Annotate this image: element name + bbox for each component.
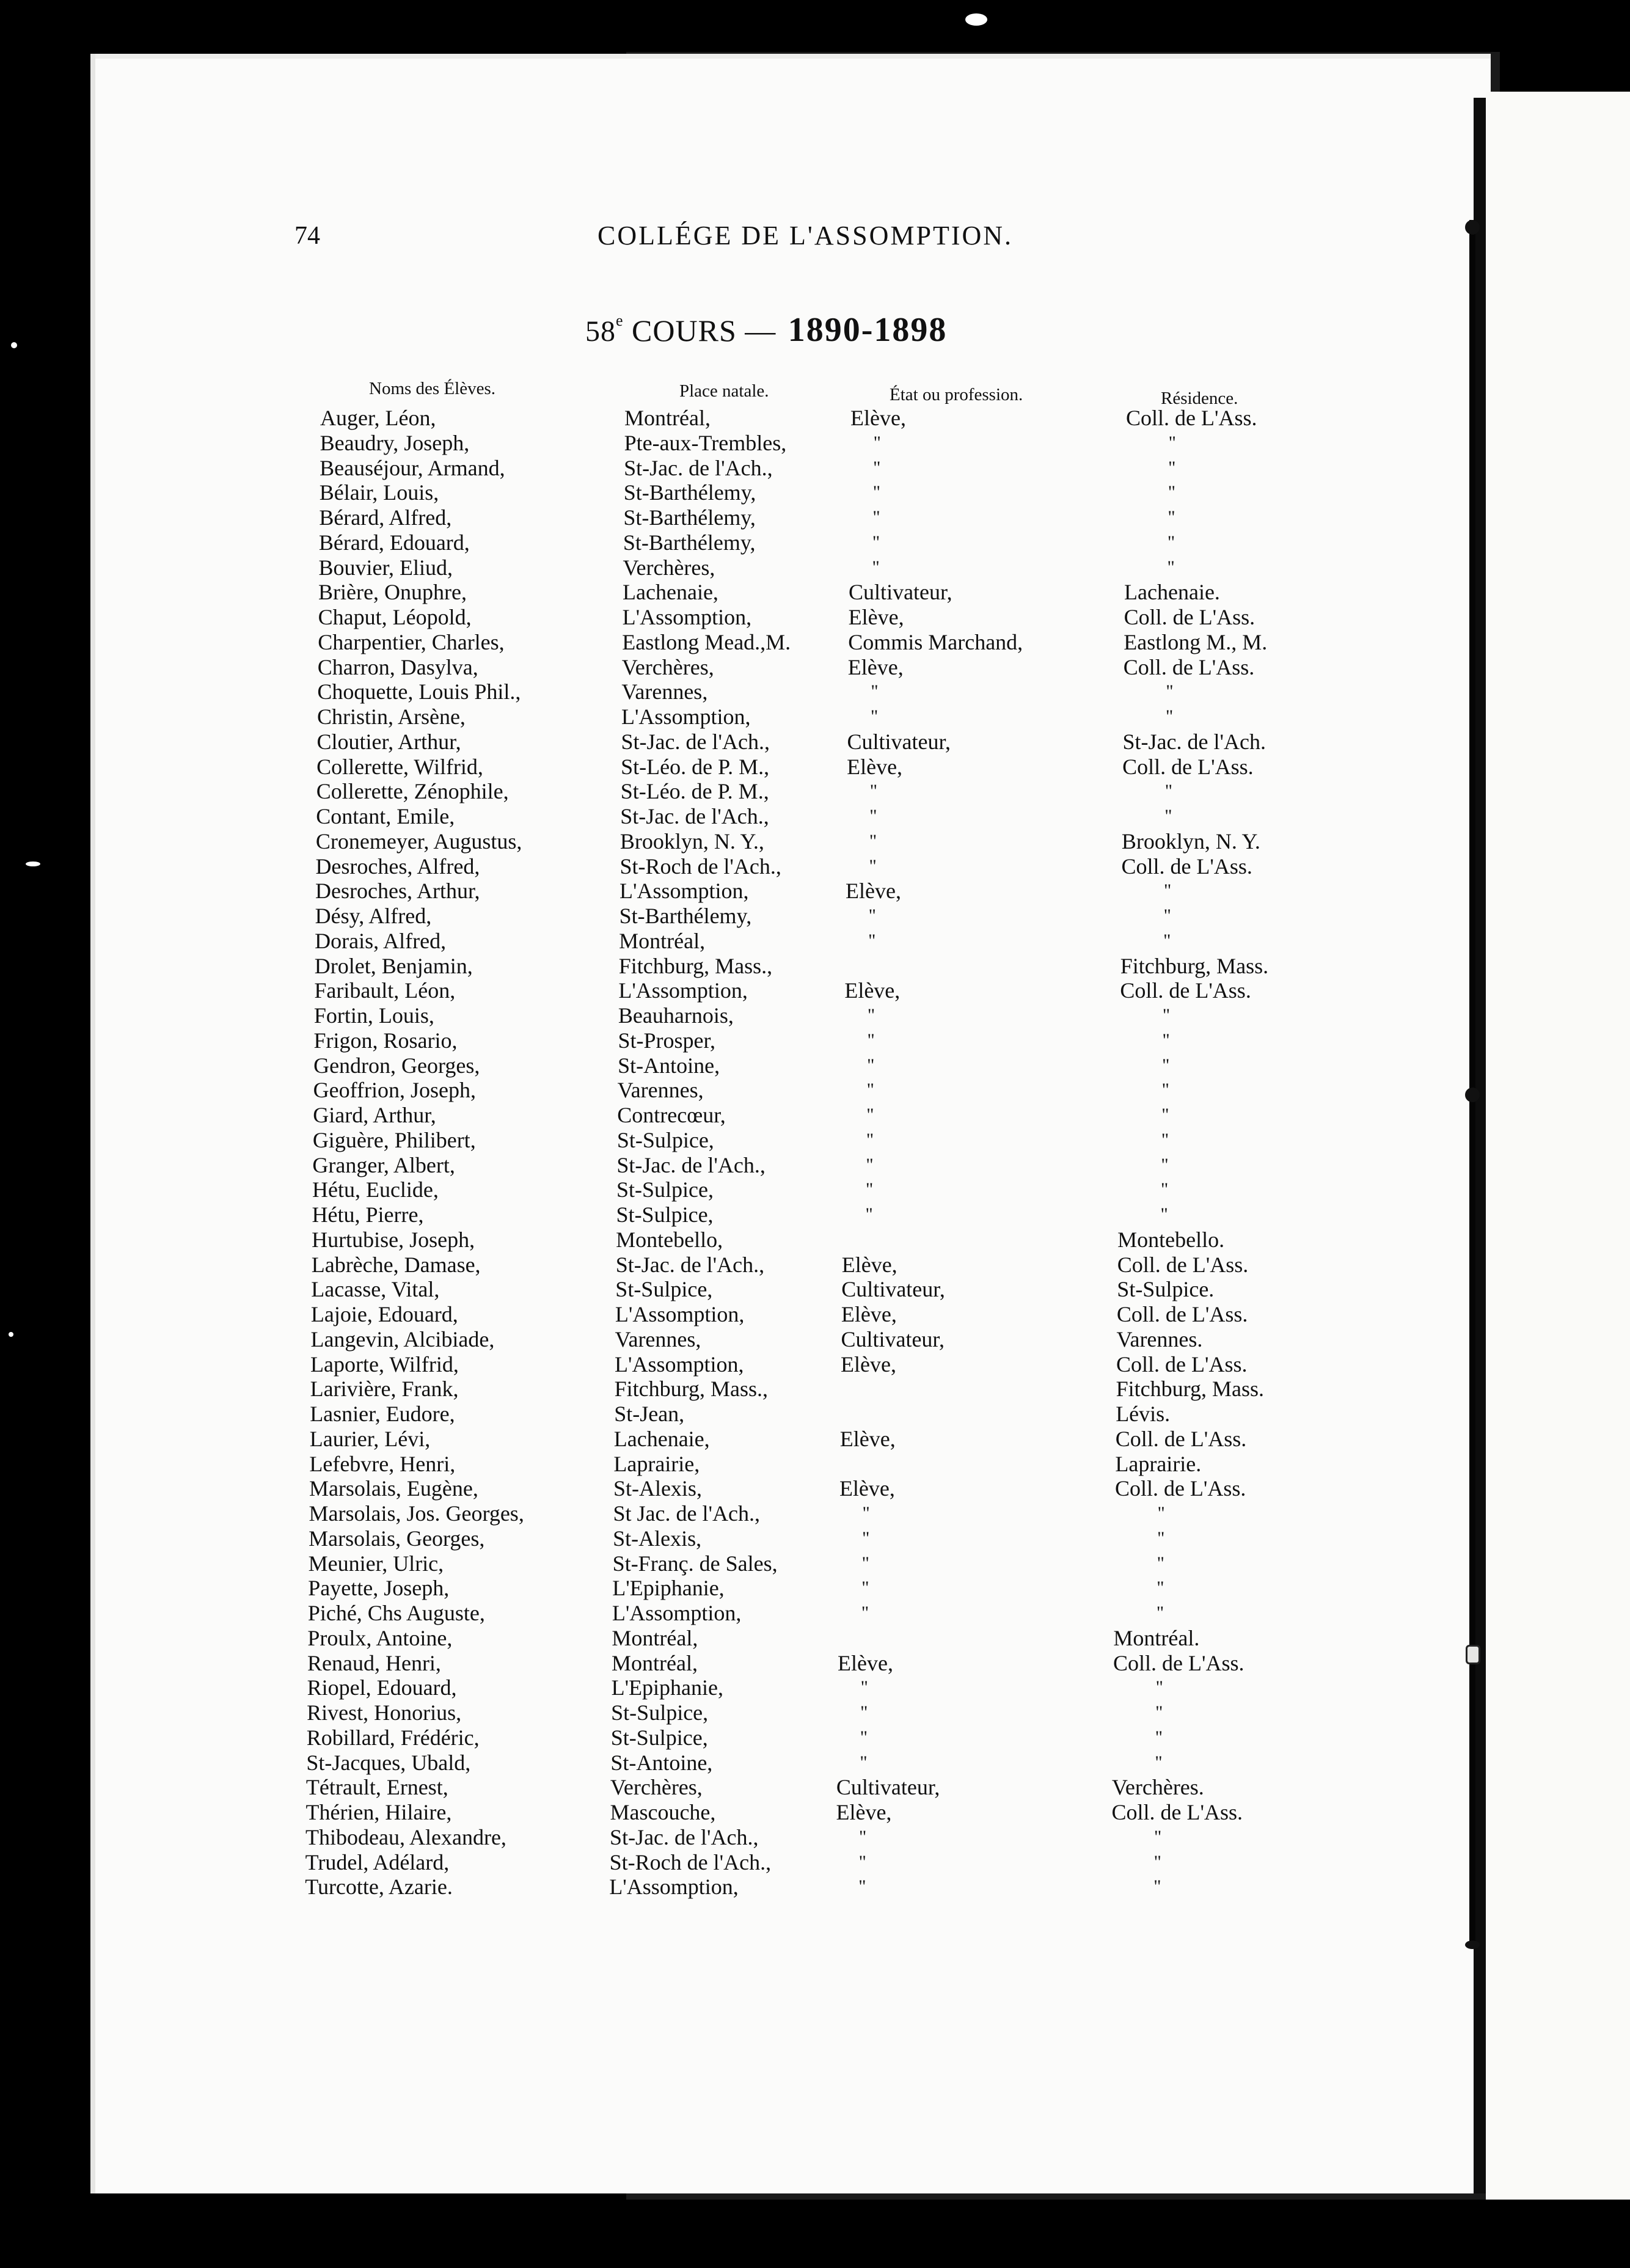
birthplace-cell: Pte-aux-Trembles,: [624, 430, 787, 455]
residence-cell: ": [1165, 706, 1174, 726]
birthplace-cell: Montréal,: [624, 406, 711, 430]
occupation-cell: ": [871, 681, 879, 702]
occupation-cell: ": [859, 1826, 867, 1847]
student-name-cell: Frigon, Rosario,: [313, 1028, 458, 1053]
student-name-cell: Bélair, Louis,: [319, 480, 439, 505]
residence-cell: Coll. de L'Ass.: [1122, 754, 1254, 779]
facing-page-edge: [1486, 92, 1630, 2200]
birthplace-cell: St-Sulpice,: [616, 1177, 714, 1202]
residence-cell: Lachenaie.: [1124, 580, 1220, 605]
student-name-cell: Tétrault, Ernest,: [305, 1775, 448, 1800]
residence-cell: Fitchburg, Mass.: [1120, 953, 1269, 978]
student-name-cell: Robillard, Frédéric,: [306, 1725, 480, 1750]
student-name-cell: Marsolais, Jos. Georges,: [309, 1501, 524, 1526]
residence-cell: Lévis.: [1116, 1402, 1171, 1426]
student-name-cell: Faribault, Léon,: [314, 978, 456, 1003]
residence-cell: ": [1156, 1603, 1164, 1623]
residence-cell: Coll. de L'Ass.: [1116, 1302, 1248, 1326]
section-title: [585, 310, 947, 349]
residence-cell: ": [1161, 1080, 1169, 1100]
residence-cell: ": [1162, 1005, 1171, 1025]
student-name-cell: Gendron, Georges,: [313, 1053, 480, 1078]
running-head: COLLÉGE DE L'ASSOMPTION.: [598, 221, 1014, 251]
student-name-cell: Larivière, Frank,: [310, 1377, 459, 1402]
birthplace-cell: St-Jean,: [614, 1402, 685, 1426]
birthplace-cell: St-Jac. de l'Ach.,: [615, 1252, 765, 1277]
birthplace-cell: Verchères,: [623, 555, 715, 580]
occupation-cell: ": [870, 706, 879, 726]
occupation-cell: ": [866, 1154, 874, 1175]
residence-cell: Coll. de L'Ass.: [1114, 1476, 1246, 1501]
student-name-cell: Lajoie, Edouard,: [310, 1302, 458, 1326]
student-name-cell: Giard, Arthur,: [313, 1103, 436, 1127]
course-word: COURS —: [632, 313, 777, 348]
birthplace-cell: Beauharnois,: [618, 1003, 734, 1028]
student-name-cell: Fortin, Louis,: [313, 1003, 434, 1028]
residence-cell: St-Jac. de l'Ach.: [1122, 729, 1266, 754]
occupation-cell: ": [869, 855, 877, 876]
occupation-cell: Elève,: [841, 1252, 897, 1277]
occupation-cell: ": [860, 1677, 868, 1698]
occupation-cell: Elève,: [839, 1476, 895, 1501]
birthplace-cell: Verchères,: [610, 1775, 703, 1800]
birthplace-cell: Montréal,: [612, 1650, 698, 1675]
occupation-cell: Elève,: [850, 406, 906, 430]
residence-cell: ": [1155, 1727, 1163, 1747]
occupation-cell: ": [866, 1080, 874, 1100]
residence-cell: ": [1157, 1527, 1165, 1548]
student-name-cell: Désy, Alfred,: [315, 904, 432, 928]
birthplace-cell: L'Assomption,: [612, 1601, 742, 1625]
birthplace-cell: Fitchburg, Mass.,: [618, 953, 773, 978]
student-name-cell: Geoffrion, Joseph,: [313, 1078, 476, 1103]
birthplace-cell: St-Antoine,: [618, 1053, 720, 1078]
student-name-cell: Lasnier, Eudore,: [310, 1402, 455, 1426]
residence-cell: ": [1168, 457, 1176, 478]
birthplace-cell: Fitchburg, Mass.,: [614, 1377, 768, 1402]
occupation-cell: Elève,: [841, 1352, 896, 1377]
student-name-cell: Thibodeau, Alexandre,: [305, 1824, 506, 1849]
student-name-cell: Bérard, Edouard,: [318, 530, 470, 555]
residence-cell: Fitchburg, Mass.: [1116, 1377, 1264, 1402]
residence-cell: ": [1157, 1578, 1164, 1598]
birthplace-cell: St Jac. de l'Ach.,: [613, 1501, 760, 1526]
occupation-cell: ": [873, 432, 881, 453]
residence-cell: ": [1163, 905, 1171, 926]
occupation-cell: ": [873, 457, 881, 478]
student-name-cell: Trudel, Adélard,: [305, 1849, 450, 1875]
residence-cell: ": [1161, 1129, 1169, 1150]
birthplace-cell: St-Sulpice,: [616, 1127, 714, 1152]
occupation-cell: Cultivateur,: [847, 729, 951, 754]
course-number: 58e: [585, 312, 624, 348]
residence-cell: ": [1153, 1851, 1161, 1872]
birthplace-cell: St-Barthélemy,: [623, 505, 756, 530]
occupation-cell: ": [867, 1055, 875, 1075]
birthplace-cell: St-Franç. de Sales,: [612, 1551, 778, 1576]
birthplace-cell: Montréal,: [619, 928, 706, 953]
occupation-cell: Cultivateur,: [841, 1326, 945, 1352]
birthplace-cell: St-Alexis,: [613, 1476, 702, 1501]
residence-cell: Coll. de L'Ass.: [1111, 1800, 1243, 1824]
student-name-cell: Turcotte, Azarie.: [305, 1875, 453, 1900]
residence-cell: ": [1162, 1030, 1170, 1050]
birthplace-cell: Lachenaie,: [613, 1426, 710, 1451]
binding-knot: [1465, 220, 1480, 235]
birthplace-cell: St-Léo. de P. M.,: [621, 754, 770, 779]
birthplace-cell: L'Assomption,: [619, 879, 749, 904]
binding-thread: [1469, 220, 1475, 1943]
student-name-cell: Dorais, Alfred,: [315, 928, 447, 953]
residence-cell: ": [1166, 681, 1174, 702]
scan-speck: [26, 861, 40, 866]
student-name-cell: Cloutier, Arthur,: [316, 729, 461, 754]
student-name-cell: Renaud, Henri,: [307, 1650, 441, 1675]
residence-cell: ": [1160, 1179, 1169, 1200]
birthplace-cell: St-Alexis,: [613, 1526, 702, 1551]
birthplace-cell: L'Assomption,: [609, 1875, 739, 1900]
birthplace-cell: L'Assomption,: [618, 978, 748, 1003]
occupation-cell: Elève,: [847, 754, 903, 779]
student-name-cell: Lacasse, Vital,: [311, 1277, 440, 1302]
residence-cell: St-Sulpice.: [1117, 1277, 1215, 1302]
student-name-cell: Auger, Léon,: [320, 406, 436, 430]
birthplace-cell: St-Sulpice,: [610, 1725, 708, 1750]
occupation-cell: ": [872, 532, 880, 552]
residence-cell: ": [1167, 532, 1175, 552]
birthplace-cell: Varennes,: [615, 1326, 701, 1352]
student-name-cell: Rivest, Honorius,: [307, 1700, 462, 1725]
occupation-cell: Elève,: [844, 978, 901, 1003]
residence-cell: ": [1168, 482, 1175, 503]
birthplace-cell: Contrecœur,: [617, 1103, 726, 1127]
scan-speck: [11, 342, 17, 348]
course-years: 1890-1898: [788, 311, 948, 349]
occupation-cell: ": [872, 557, 880, 577]
residence-cell: ": [1155, 1702, 1163, 1722]
occupation-cell: ": [866, 1129, 874, 1150]
binding-knot: [1465, 1088, 1480, 1102]
birthplace-cell: St-Barthélemy,: [623, 480, 756, 505]
page-gutter: [1474, 98, 1487, 2193]
residence-cell: ": [1161, 1154, 1169, 1175]
birthplace-cell: St-Roch de l'Ach.,: [619, 854, 781, 879]
student-name-cell: Laurier, Lévi,: [309, 1426, 431, 1451]
student-name-cell: Drolet, Benjamin,: [314, 953, 473, 978]
student-name-cell: Bérard, Alfred,: [319, 505, 452, 530]
residence-cell: Montebello.: [1117, 1227, 1225, 1252]
col-header-place: Place natale.: [679, 381, 769, 401]
occupation-cell: Elève,: [847, 654, 904, 679]
occupation-cell: Elève,: [839, 1426, 896, 1451]
occupation-cell: ": [872, 507, 880, 527]
birthplace-cell: St-Jac. de l'Ach.,: [616, 1152, 766, 1177]
student-name-cell: Giguère, Philibert,: [312, 1127, 476, 1152]
residence-cell: Varennes.: [1116, 1326, 1203, 1352]
birthplace-cell: St-Léo. de P. M.,: [620, 779, 769, 804]
birthplace-cell: Montréal,: [612, 1625, 698, 1650]
occupation-cell: ": [867, 1005, 875, 1025]
birthplace-cell: L'Epiphanie,: [611, 1675, 724, 1700]
col-header-etat: État ou profession.: [890, 385, 1023, 404]
student-name-cell: Labrèche, Damase,: [311, 1252, 481, 1277]
residence-cell: ": [1168, 507, 1175, 527]
student-name-cell: Laporte, Wilfrid,: [310, 1352, 459, 1377]
occupation-cell: ": [865, 1179, 874, 1200]
scan-speck: [9, 1332, 13, 1337]
birthplace-cell: Montebello,: [616, 1227, 723, 1252]
birthplace-cell: St-Jac. de l'Ach.,: [624, 455, 773, 480]
student-name-cell: Hétu, Euclide,: [312, 1177, 439, 1202]
student-name-cell: Marsolais, Georges,: [309, 1526, 485, 1551]
residence-cell: ": [1164, 806, 1172, 826]
birthplace-cell: Varennes,: [617, 1078, 704, 1103]
occupation-cell: ": [858, 1876, 866, 1897]
binding-knot: [1465, 1941, 1480, 1949]
birthplace-cell: Eastlong Mead.,M.: [622, 629, 791, 654]
occupation-cell: ": [862, 1503, 870, 1523]
residence-cell: ": [1160, 1204, 1168, 1224]
occupation-cell: ": [861, 1578, 869, 1598]
student-name-cell: Contant, Emile,: [316, 804, 455, 829]
birthplace-cell: L'Assomption,: [615, 1352, 744, 1377]
residence-cell: ": [1153, 1876, 1161, 1897]
student-name-cell: Piché, Chs Auguste,: [307, 1601, 485, 1625]
birthplace-cell: St-Prosper,: [618, 1028, 716, 1053]
residence-cell: Laprairie.: [1115, 1451, 1202, 1476]
student-name-cell: Beaudry, Joseph,: [320, 430, 470, 455]
residence-cell: Coll. de L'Ass.: [1116, 1352, 1248, 1377]
residence-cell: Coll. de L'Ass.: [1124, 605, 1255, 629]
residence-cell: ": [1155, 1677, 1163, 1698]
student-name-cell: Collerette, Wilfrid,: [316, 754, 483, 779]
student-name-cell: Beauséjour, Armand,: [320, 455, 505, 480]
occupation-cell: ": [869, 830, 877, 851]
student-name-cell: Hétu, Pierre,: [312, 1202, 424, 1227]
residence-cell: ": [1157, 1503, 1165, 1523]
occupation-cell: ": [861, 1553, 869, 1573]
occupation-cell: ": [860, 1727, 868, 1747]
birthplace-cell: St-Jac. de l'Ach.,: [610, 1824, 759, 1849]
birthplace-cell: Lachenaie,: [623, 580, 718, 605]
student-name-cell: Marsolais, Eugène,: [309, 1476, 478, 1501]
residence-cell: ": [1167, 557, 1175, 577]
birthplace-cell: St-Roch de l'Ach.,: [609, 1849, 772, 1875]
residence-cell: ": [1163, 930, 1171, 951]
birthplace-cell: L'Assomption,: [621, 704, 751, 729]
occupation-cell: Commis Marchand,: [848, 629, 1023, 654]
col-header-name: Noms des Élèves.: [369, 379, 495, 398]
occupation-cell: Elève,: [848, 605, 904, 629]
birthplace-cell: Varennes,: [621, 679, 708, 704]
scan-speck: [965, 13, 987, 26]
residence-cell: Coll. de L'Ass.: [1120, 978, 1251, 1003]
residence-cell: Coll. de L'Ass.: [1121, 854, 1252, 879]
student-name-cell: Granger, Albert,: [312, 1152, 455, 1177]
residence-cell: Coll. de L'Ass.: [1113, 1650, 1244, 1675]
student-name-cell: Meunier, Ulric,: [308, 1551, 444, 1576]
student-name-cell: Desroches, Arthur,: [315, 879, 480, 904]
student-name-cell: Proulx, Antoine,: [307, 1625, 453, 1650]
occupation-cell: Elève,: [838, 1650, 893, 1675]
student-name-cell: Payette, Joseph,: [308, 1576, 450, 1601]
residence-cell: ": [1162, 1055, 1170, 1075]
occupation-cell: ": [860, 1752, 868, 1772]
occupation-cell: ": [861, 1603, 869, 1623]
residence-cell: ": [1168, 432, 1176, 453]
occupation-cell: ": [869, 806, 877, 826]
occupation-cell: Elève,: [836, 1800, 892, 1824]
student-name-cell: St-Jacques, Ubald,: [306, 1750, 471, 1775]
occupation-cell: Elève,: [846, 879, 901, 904]
occupation-cell: ": [866, 1105, 874, 1125]
residence-cell: Verchères.: [1111, 1775, 1204, 1800]
birthplace-cell: St-Sulpice,: [616, 1202, 714, 1227]
occupation-cell: ": [862, 1527, 870, 1548]
residence-cell: Coll. de L'Ass.: [1115, 1426, 1247, 1451]
student-name-cell: Brière, Onuphre,: [318, 580, 467, 605]
residence-cell: ": [1157, 1553, 1164, 1573]
residence-cell: Eastlong M., M.: [1124, 629, 1268, 654]
birthplace-cell: Brooklyn, N. Y.,: [619, 829, 764, 854]
residence-cell: Coll. de L'Ass.: [1126, 406, 1257, 430]
birthplace-cell: St-Jac. de l'Ach.,: [621, 729, 770, 754]
residence-cell: Brooklyn, N. Y.: [1121, 829, 1260, 854]
birthplace-cell: Mascouche,: [610, 1800, 716, 1824]
residence-cell: ": [1154, 1826, 1162, 1847]
occupation-cell: ": [867, 1030, 875, 1050]
birthplace-cell: St-Sulpice,: [615, 1277, 713, 1302]
occupation-cell: Cultivateur,: [849, 580, 952, 605]
occupation-cell: ": [865, 1204, 873, 1224]
student-name-cell: Chaput, Léopold,: [318, 605, 472, 629]
student-name-cell: Charron, Dasylva,: [317, 654, 478, 679]
occupation-cell: ": [868, 905, 876, 926]
student-name-cell: Thérien, Hilaire,: [305, 1800, 452, 1824]
birthplace-cell: St-Antoine,: [610, 1750, 713, 1775]
occupation-cell: ": [869, 781, 877, 802]
occupation-cell: ": [872, 482, 880, 503]
birthplace-cell: St-Barthélemy,: [619, 904, 752, 928]
birthplace-cell: L'Epiphanie,: [612, 1576, 725, 1601]
occupation-cell: ": [858, 1851, 866, 1872]
student-name-cell: Bouvier, Eliud,: [318, 555, 453, 580]
residence-cell: ": [1164, 880, 1172, 901]
student-name-cell: Hurtubise, Joseph,: [312, 1227, 475, 1252]
student-name-cell: Charpentier, Charles,: [318, 629, 505, 654]
occupation-cell: Elève,: [841, 1302, 897, 1326]
occupation-cell: ": [868, 930, 876, 951]
page-number: 74: [294, 222, 320, 250]
birthplace-cell: Laprairie,: [613, 1451, 700, 1476]
student-name-cell: Langevin, Alcibiade,: [310, 1326, 495, 1352]
birthplace-cell: St-Jac. de l'Ach.,: [620, 804, 769, 829]
residence-cell: ": [1164, 781, 1172, 802]
birthplace-cell: St-Barthélemy,: [623, 530, 756, 555]
residence-cell: Montréal.: [1113, 1625, 1200, 1650]
student-name-cell: Desroches, Alfred,: [315, 854, 480, 879]
occupation-cell: Cultivateur,: [836, 1775, 940, 1800]
binding-knot: [1466, 1645, 1480, 1664]
student-name-cell: Collerette, Zénophile,: [316, 779, 509, 804]
occupation-cell: ": [860, 1702, 868, 1722]
col-header-residence: Résidence.: [1161, 389, 1238, 408]
residence-cell: ": [1161, 1105, 1169, 1125]
birthplace-cell: L'Assomption,: [615, 1302, 745, 1326]
student-name-cell: Christin, Arsène,: [316, 704, 466, 729]
birthplace-cell: Verchères,: [621, 654, 714, 679]
residence-cell: ": [1155, 1752, 1163, 1772]
student-name-cell: Lefebvre, Henri,: [309, 1451, 456, 1476]
birthplace-cell: St-Sulpice,: [611, 1700, 709, 1725]
student-name-cell: Cronemeyer, Augustus,: [315, 829, 522, 854]
occupation-cell: Cultivateur,: [841, 1277, 945, 1302]
birthplace-cell: L'Assomption,: [622, 605, 752, 629]
residence-cell: Coll. de L'Ass.: [1123, 654, 1255, 679]
student-name-cell: Riopel, Edouard,: [307, 1675, 457, 1700]
book-page: [90, 54, 1491, 2193]
residence-cell: Coll. de L'Ass.: [1117, 1252, 1249, 1277]
student-name-cell: Choquette, Louis Phil.,: [317, 679, 521, 704]
